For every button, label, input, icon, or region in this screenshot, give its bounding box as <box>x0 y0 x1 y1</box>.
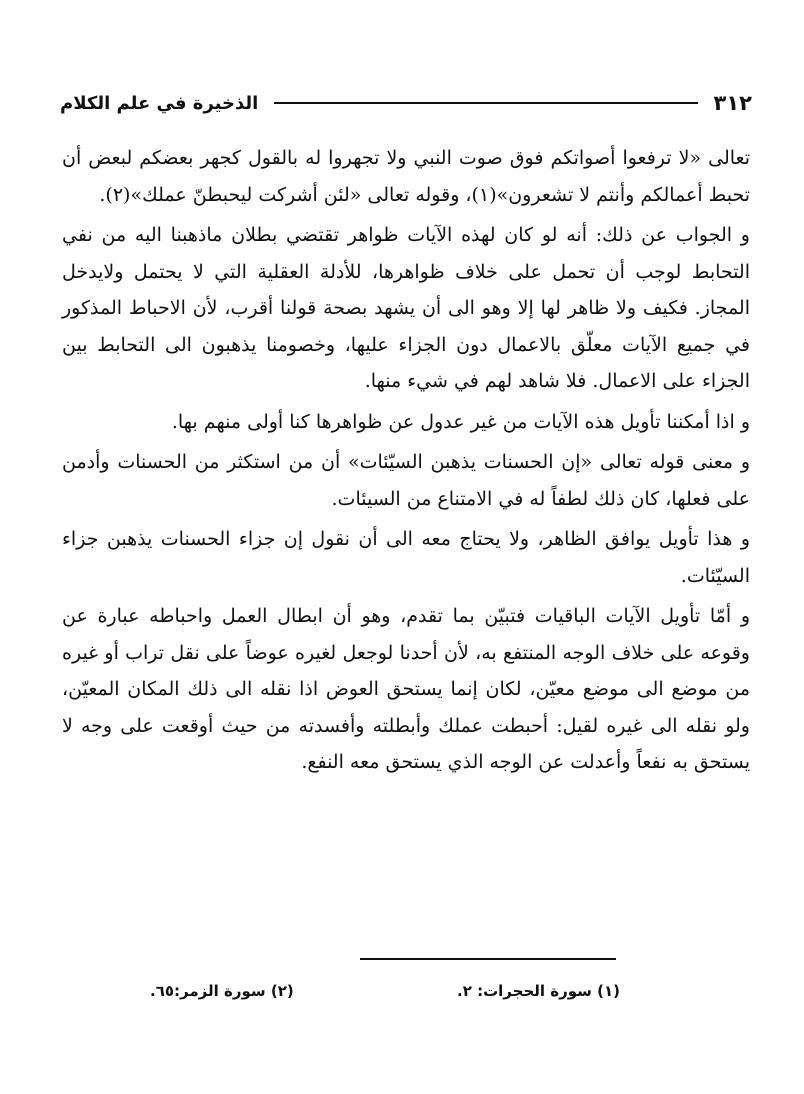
footnote-rule <box>360 958 616 960</box>
paragraph: و أمّا تأويل الآيات الباقيات فتبيّن بما تقدم، وهو أن ابطال العمل واحباطه عبارة عن وقوعه على خلاف الوجه المنتفع به، لأن أحدنا لوجعل لغيره عوضاً على نقل تراب أو غيره من موضع الى موضع معيّن، لكان إنما يستحق العوض اذا نقله الى ذلك المكان المعيّن، ولو نقله الى غيره لقيل: أحبطت عملك وأبطلته وأفسدته من حيث أوقعت على وجه لا يستحق به نفعاً وأعدلت عن الوجه الذي يستحق معه النفع. <box>62 605 751 773</box>
page-number: ٣١٢ <box>713 91 752 115</box>
page-header <box>60 86 752 120</box>
footnote-1: (١) سورة الحجرات: ٢. <box>457 982 620 1000</box>
footnotes <box>150 982 620 1000</box>
paragraph: و معنى قوله تعالى «إن الحسنات يذهبن السيّئات» أن من استكثر من الحسنات وأدمن على فعلها، كان ذلك لطفاً له في الامتناع من السيئات. <box>62 451 750 510</box>
paragraph: و الجواب عن ذلك: أنه لو كان لهذه الآيات ظواهر تقتضي بطلان ماذهبنا اليه من نفي التحابط لوجب أن تحمل على خلاف ظواهرها، للأدلة العقلية التي لا يحتمل ولايدخل المجاز. فكيف ولا ظاهر لها إلا وهو الى أن يشهد بصحة قولنا أقرب، لأن الاحباط المذكور في جميع الآيات معلّق بالاعمال دون الجزاء عليها، وخصومنا يذهبون الى التحابط بين الجزاء على الاعمال. فلا شاهد لهم في شيء منها. <box>62 224 750 392</box>
running-title: الذخيرة في علم الكلام <box>60 92 259 114</box>
paragraph: و اذا أمكننا تأويل هذه الآيات من غير عدول عن ظواهرها كنا أولى منهم بها. <box>171 410 750 433</box>
header-rule <box>274 102 697 104</box>
paragraph: و هذا تأويل يوافق الظاهر، ولا يحتاج معه الى أن نقول إن جزاء الحسنات يذهبن جزاء السيّئات. <box>62 528 750 587</box>
footnote-2: (٢) سورة الزمر:٦٥. <box>150 982 294 1000</box>
body-text <box>62 140 750 785</box>
paragraph: تعالى «لا ترفعوا أصواتكم فوق صوت النبي ولا تجهروا له بالقول كجهر بعضكم لبعض أن تحبط أعمالكم وأنتم لا تشعرون»(١)، وقوله تعالى «لئن أشركت ليحبطنّ عملك»(٢). <box>62 147 750 206</box>
